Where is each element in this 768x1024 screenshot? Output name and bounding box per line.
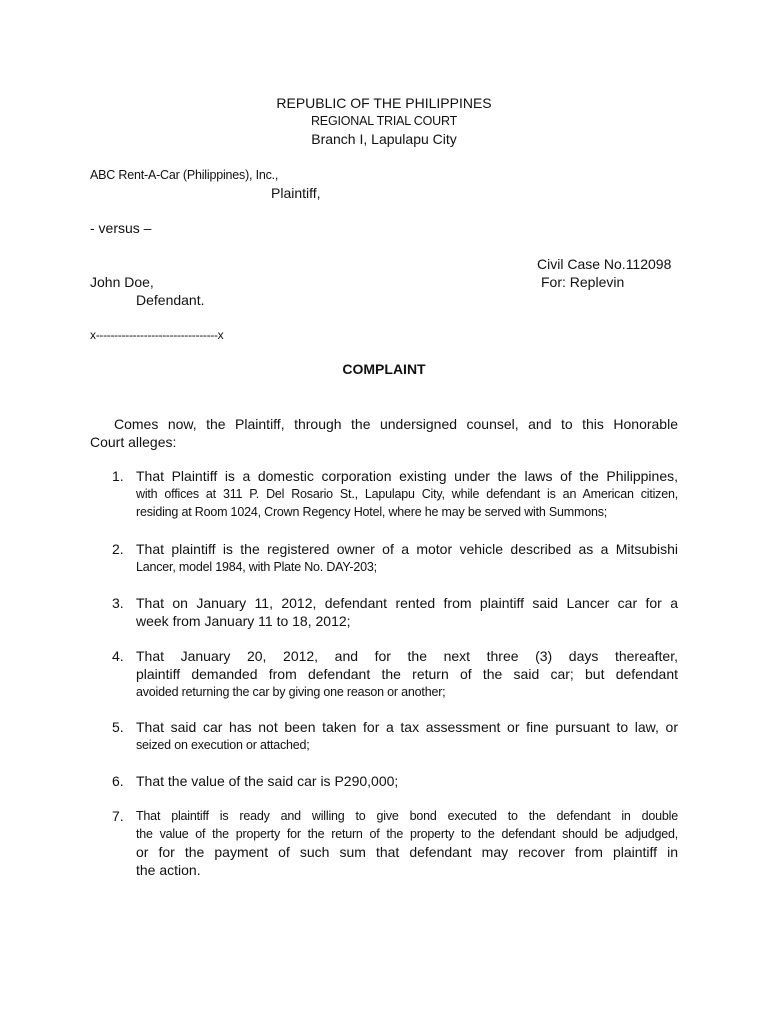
- defendant-role: Defendant.: [136, 292, 205, 308]
- allegation-line: avoided returning the car by giving one reason or another;: [136, 685, 446, 699]
- list-item: [90, 594, 678, 630]
- allegation-line: with offices at 311 P. Del Rosario St., Lapulapu City, while defendant is an American citizen,: [136, 487, 678, 501]
- allegation-line: That Plaintiff is a domestic corporation existing under the laws of the Philippines,: [136, 468, 678, 484]
- header-republic: REPUBLIC OF THE PHILIPPINES: [276, 95, 492, 111]
- allegation-line: That plaintiff is the registered owner of a motor vehicle described as a Mitsubishi: [136, 541, 678, 557]
- list-item: [90, 647, 678, 701]
- intro-paragraph: [90, 415, 678, 451]
- allegation-number: 6.: [112, 773, 124, 789]
- case-number: Civil Case No.112098: [537, 256, 672, 272]
- allegation-line: That on January 11, 2012, defendant rented from plaintiff said Lancer car for a: [136, 595, 678, 611]
- allegation-line: That the value of the said car is P290,000;: [136, 773, 399, 789]
- versus-label: - versus –: [90, 220, 152, 236]
- list-item: [90, 718, 678, 754]
- list-item: [90, 467, 678, 521]
- list-item: [90, 540, 678, 576]
- allegation-line: or for the payment of such sum that defendant may recover from plaintiff in: [136, 844, 678, 860]
- allegation-number: 7.: [112, 808, 124, 824]
- allegation-number: 4.: [112, 648, 124, 664]
- allegation-number: 3.: [112, 595, 124, 611]
- allegation-number: 5.: [112, 719, 124, 735]
- intro-line-2: Court alleges:: [90, 434, 177, 450]
- allegation-number: 2.: [112, 541, 124, 557]
- defendant-name: John Doe,: [90, 274, 154, 290]
- allegation-number: 1.: [112, 468, 124, 484]
- header-branch: Branch I, Lapulapu City: [311, 131, 457, 147]
- intro-line-1: Comes now, the Plaintiff, through the undersigned counsel, and to this Honorable: [114, 416, 678, 432]
- allegation-line: the value of the property for the return of the property to the defendant should be adjudged,: [136, 827, 678, 841]
- allegation-line: That said car has not been taken for a tax assessment or fine pursuant to law, or: [136, 719, 678, 735]
- document-title: COMPLAINT: [342, 361, 426, 377]
- allegation-line: week from January 11 to 18, 2012;: [136, 613, 351, 629]
- allegation-line: That plaintiff is ready and willing to give bond executed to the defendant in double: [136, 809, 678, 823]
- allegation-line: Lancer, model 1984, with Plate No. DAY-203;: [136, 560, 377, 574]
- allegation-line: plaintiff demanded from defendant the return of the said car; but defendant: [136, 666, 678, 682]
- list-item: [90, 772, 678, 790]
- allegation-line: residing at Room 1024, Crown Regency Hotel, where he may be served with Summons;: [136, 505, 608, 519]
- court-header: [0, 94, 768, 148]
- allegation-line: the action.: [136, 862, 201, 878]
- plaintiff-name: ABC Rent-A-Car (Philippines), Inc.,: [90, 168, 279, 182]
- allegation-line: That January 20, 2012, and for the next three (3) days thereafter,: [136, 648, 678, 664]
- case-nature: For: Replevin: [541, 274, 625, 290]
- list-item: [90, 807, 678, 879]
- header-court: REGIONAL TRIAL COURT: [310, 114, 458, 128]
- allegation-line: seized on execution or attached;: [136, 738, 310, 752]
- plaintiff-role: Plaintiff,: [271, 185, 321, 201]
- caption-separator: x---------------------------------x: [90, 328, 224, 342]
